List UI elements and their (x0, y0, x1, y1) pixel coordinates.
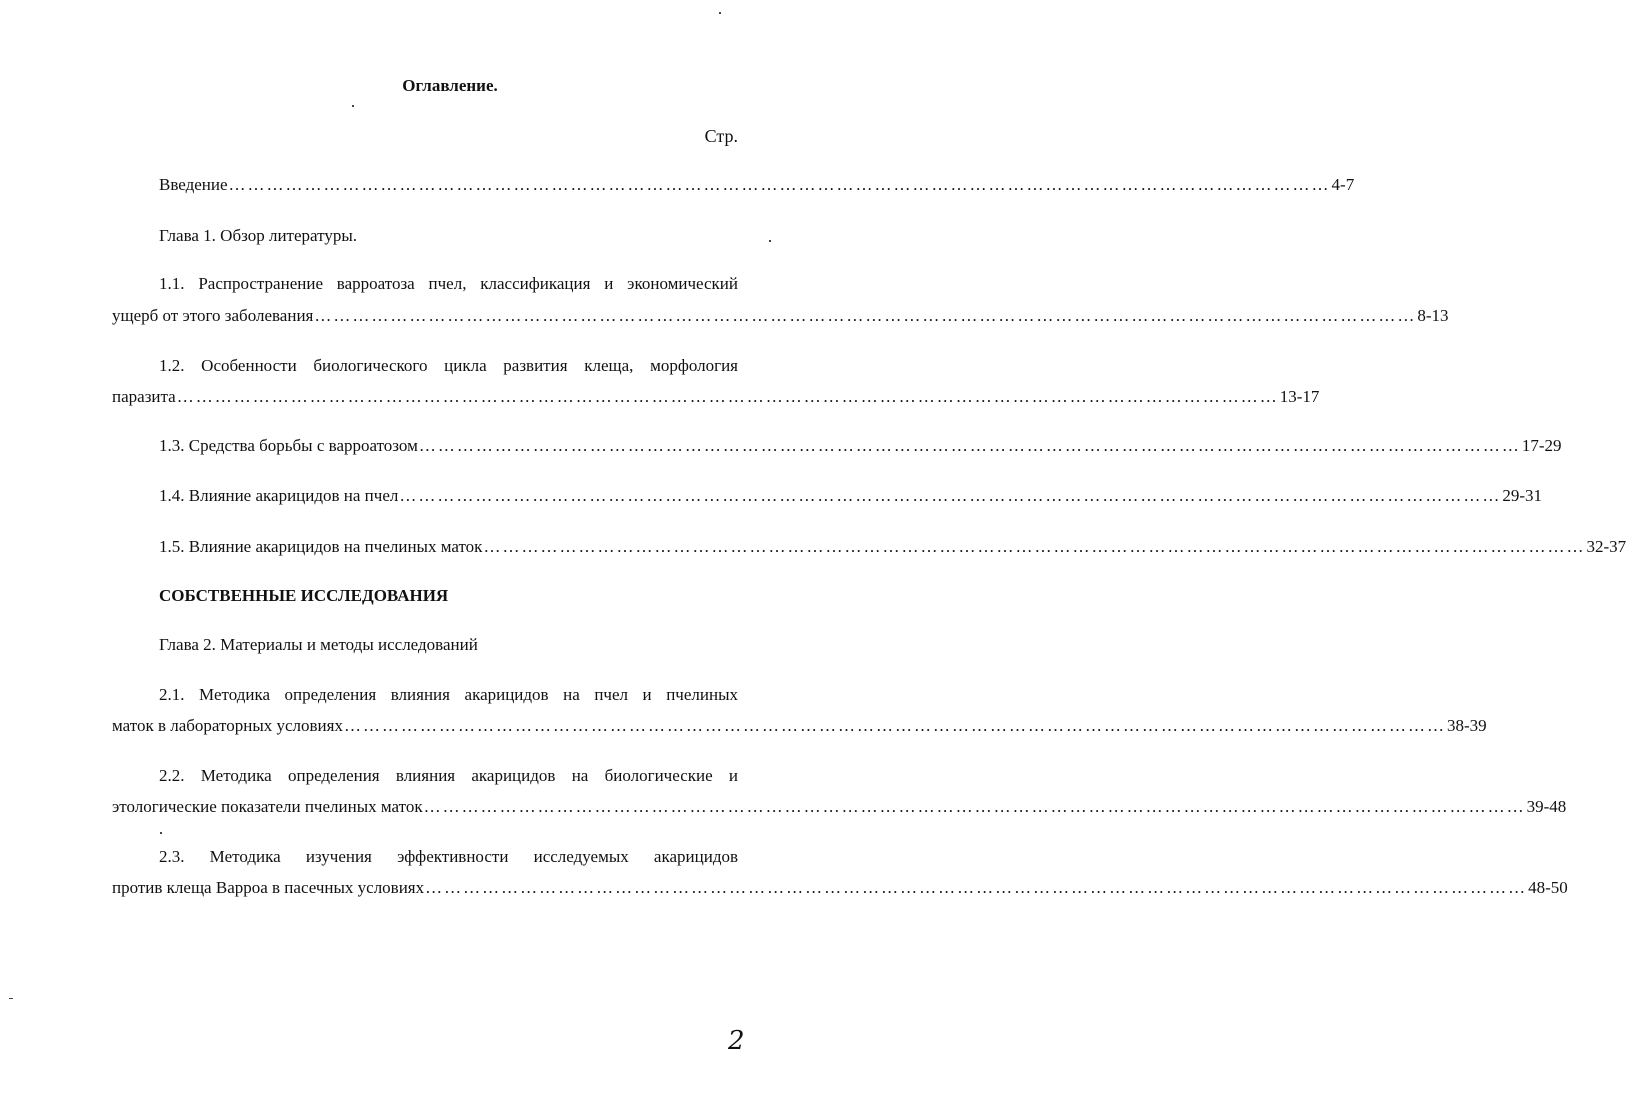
toc-entry-pages: 32-37 (1586, 537, 1626, 556)
scan-speck (769, 240, 771, 242)
toc-entry-text: Введение (159, 175, 228, 194)
toc-entry-2-3[interactable] (112, 877, 1568, 899)
chapter-1-title: Глава 1. Обзор литературы. (159, 226, 358, 245)
scan-speck (719, 12, 721, 14)
toc-entry-text: 1.3. Средства борьбы с варроатозом (159, 436, 418, 455)
handwritten-page-number: 2 (728, 1026, 745, 1056)
toc-entry-text: против клеща Варроа в пасечных условиях (112, 878, 425, 897)
scan-speck (160, 832, 162, 834)
chapter-2-title: Глава 2. Материалы и методы исследований (159, 635, 478, 654)
toc-entry-1-3[interactable] (159, 435, 1562, 457)
dot-leader: ………………………………………………………………………………………………………………………………………………………… (483, 537, 1586, 556)
toc-entry-text: этологические показатели пчелиных маток (112, 797, 423, 816)
toc-entry-1-4[interactable] (159, 485, 1543, 507)
dot-leader: ………………………………………………………………………………………………………………………………………………………… (423, 797, 1526, 816)
toc-entry-text: маток в лабораторных условиях (112, 716, 343, 735)
toc-entry-2-2-line1[interactable]: 2.2. Методика определения влияния акарицидов на биологические и (159, 766, 738, 785)
dot-leader: ………………………………………………………………………………………………………………………………………………………… (418, 436, 1521, 455)
page-column-label: Стр. (704, 126, 738, 146)
toc-entry-text: 1.5. Влияние акарицидов на пчелиных маток (159, 537, 483, 556)
section-heading-own-research: СОБСТВЕННЫЕ ИССЛЕДОВАНИЯ (159, 586, 449, 605)
dot-leader: ………………………………………………………………………………………………………………………………………………………… (228, 175, 1331, 194)
toc-entry-1-1-line1[interactable]: 1.1. Распространение варроатоза пчел, классификация и экономический (159, 274, 738, 293)
toc-entry-text: паразита (112, 387, 176, 406)
toc-entry-pages: 29-31 (1502, 486, 1543, 505)
toc-entry-2-2[interactable] (112, 796, 1567, 818)
toc-entry-intro[interactable] (159, 174, 1355, 196)
toc-entry-pages: 39-48 (1526, 797, 1567, 816)
toc-entry-2-1-line1[interactable]: 2.1. Методика определения влияния акарицидов на пчел и пчелиных (159, 685, 738, 704)
toc-entry-text: 1.4. Влияние акарицидов на пчел (159, 486, 399, 505)
dot-leader: ………………………………………………………………………………………………………………………………………………………… (314, 306, 1417, 325)
scan-speck (352, 105, 354, 107)
toc-entry-text: ущерб от этого заболевания (112, 306, 314, 325)
dot-leader: ………………………………………………………………………………………………………………………………………………………… (343, 716, 1446, 735)
toc-entry-1-2-line1[interactable]: 1.2. Особенности биологического цикла развития клеща, морфология (159, 356, 738, 375)
toc-entry-pages: 48-50 (1528, 878, 1568, 897)
dot-leader: ………………………………………………………………………………………………………………………………………………………… (425, 878, 1528, 897)
dot-leader: ………………………………………………………………………………………………………………………………………………………… (176, 387, 1279, 406)
toc-entry-pages: 17-29 (1521, 436, 1562, 455)
toc-entry-1-1[interactable] (112, 305, 1449, 327)
toc-entry-2-1[interactable] (112, 715, 1487, 737)
toc-entry-pages: 13-17 (1279, 387, 1320, 406)
dot-leader: ………………………………………………………………………………………………………………………………………………………… (399, 486, 1502, 505)
toc-entry-1-2[interactable] (112, 386, 1320, 408)
toc-entry-1-5[interactable] (159, 536, 1626, 558)
toc-entry-2-3-line1[interactable]: 2.3. Методика изучения эффективности исследуемых акарицидов (159, 847, 738, 866)
toc-entry-pages: 4-7 (1331, 175, 1355, 194)
toc-entry-pages: 38-39 (1446, 716, 1487, 735)
page-title: Оглавление. (402, 76, 498, 95)
scan-speck (9, 998, 13, 999)
toc-entry-pages: 8-13 (1417, 306, 1449, 325)
